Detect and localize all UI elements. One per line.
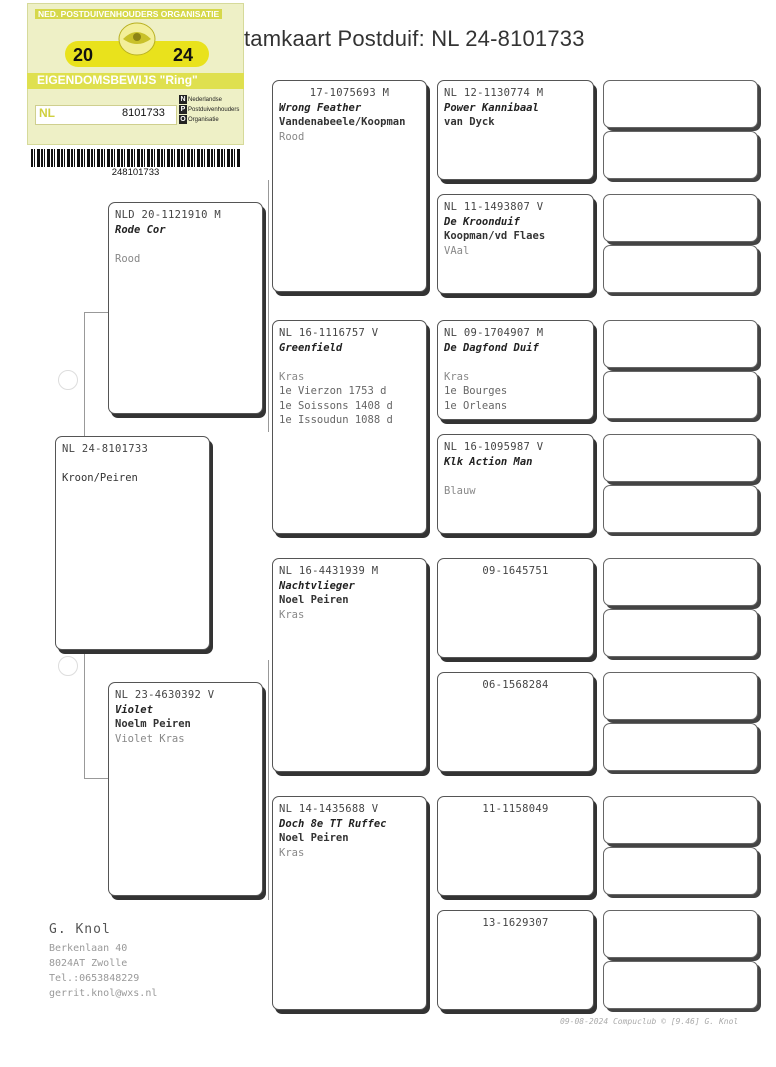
sire-color: Rood	[115, 252, 141, 265]
ssd-color: VAal	[444, 244, 470, 257]
ssd-card	[437, 194, 594, 294]
sire-ring: NLD 20-1121910 M	[115, 209, 221, 221]
connector-line	[84, 778, 108, 779]
punch-hole	[58, 656, 78, 676]
gen5-slot	[603, 80, 758, 128]
ddd-ring: 13-1629307	[482, 917, 549, 929]
sire-card	[108, 202, 263, 414]
gen5-slot	[603, 131, 758, 179]
npo-logo	[179, 95, 239, 125]
sss-breeder: van Dyck	[444, 116, 495, 128]
gen5-slot	[603, 723, 758, 771]
dam-name: Violet	[115, 703, 153, 716]
punch-hole	[58, 370, 78, 390]
owner-city: 8024AT Zwolle	[49, 958, 128, 969]
gen5-slot	[603, 961, 758, 1009]
subject-breeder: Kroon/Peiren	[62, 472, 138, 484]
dam-color: Violet Kras	[115, 732, 185, 745]
gen5-slot	[603, 371, 758, 419]
sss-ring: NL 12-1130774 M	[444, 87, 544, 99]
sd-perf-2: 1e Soissons 1408 d	[279, 399, 393, 412]
npo-letter-p: P	[180, 106, 186, 113]
dsd-ring: 06-1568284	[482, 679, 549, 691]
ds-ring: NL 16-4431939 M	[279, 565, 379, 577]
ssd-ring: NL 11-1493807 V	[444, 201, 544, 213]
pigeon-emblem-icon	[115, 19, 159, 59]
sds-ring: NL 09-1704907 M	[444, 327, 544, 339]
sd-name: Greenfield	[279, 341, 343, 354]
ds-color: Kras	[279, 608, 305, 621]
sdd-name: Klk Action Man	[444, 455, 533, 468]
ss-ring: 17-1075693 M	[309, 87, 390, 99]
gen5-slot	[603, 558, 758, 606]
sticker-country: NL	[39, 106, 55, 120]
dds-card	[437, 796, 594, 896]
dss-card	[437, 558, 594, 658]
gen5-slot	[603, 672, 758, 720]
owner-email: gerrit.knol@wxs.nl	[49, 988, 158, 999]
sire-dam-card	[272, 320, 427, 534]
npo-letter-o: O	[180, 116, 186, 123]
dam-breeder: Noelm Peiren	[115, 718, 191, 730]
print-stamp: 09-08-2024 Compuclub © [9.46] G. Knol	[560, 1017, 739, 1026]
connector-line	[268, 660, 269, 900]
npo-line-1: Nederlandse	[188, 97, 223, 103]
pedigree-subject-card	[55, 436, 210, 650]
gen5-slot	[603, 847, 758, 895]
dss-ring: 09-1645751	[482, 565, 549, 577]
sd-ring: NL 16-1116757 V	[279, 327, 379, 339]
dam-ring: NL 23-4630392 V	[115, 689, 215, 701]
dd-breeder: Noel Peiren	[279, 832, 349, 844]
sd-color: Kras	[279, 370, 305, 383]
npo-line-2: Postduivenhouders	[188, 107, 240, 113]
owner-phone: Tel.:0653848229	[49, 973, 140, 984]
sticker-ring-number: 8101733	[122, 107, 165, 119]
barcode	[31, 149, 240, 167]
dds-ring: 11-1158049	[482, 803, 549, 815]
dam-dam-card	[272, 796, 427, 1010]
owner-block	[49, 922, 157, 1001]
dd-color: Kras	[279, 846, 305, 859]
ssd-name: De Kroonduif	[444, 215, 520, 228]
sds-perf-2: 1e Orleans	[444, 399, 508, 412]
sticker-year-left: 20	[73, 45, 94, 65]
gen5-slot	[603, 434, 758, 482]
ddd-card	[437, 910, 594, 1010]
gen5-slot	[603, 245, 758, 293]
sd-perf-3: 1e Issoudun 1088 d	[279, 414, 393, 426]
sticker-year-right: 24	[173, 45, 194, 65]
dd-name: Doch 8e TT Ruffec	[279, 817, 387, 830]
gen5-slot	[603, 194, 758, 242]
dd-ring: NL 14-1435688 V	[279, 803, 379, 815]
barcode-number: 248101733	[111, 167, 160, 178]
ssd-breeder: Koopman/vd Flaes	[444, 230, 546, 242]
sd-perf-1: 1e Vierzon 1753 d	[279, 385, 387, 397]
sds-name: De Dagfond Duif	[444, 341, 539, 354]
sticker-band-text: EIGENDOMSBEWIJS "Ring"	[37, 73, 198, 87]
sire-sire-card	[272, 80, 427, 292]
gen5-slot	[603, 796, 758, 844]
gen5-slot	[603, 609, 758, 657]
owner-address: Berkenlaan 40	[49, 943, 128, 954]
dsd-card	[437, 672, 594, 772]
sdd-color: Blauw	[444, 484, 476, 497]
sss-card	[437, 80, 594, 180]
owner-name: G. Knol	[49, 922, 111, 937]
ss-name: Wrong Feather	[279, 101, 362, 114]
sire-name: Rode Cor	[115, 223, 166, 236]
gen5-slot	[603, 320, 758, 368]
ds-breeder: Noel Peiren	[279, 594, 349, 606]
sds-perf-1: 1e Bourges	[444, 385, 508, 397]
subject-ring: NL 24-8101733	[62, 443, 149, 455]
sds-color: Kras	[444, 370, 470, 383]
dam-sire-card	[272, 558, 427, 772]
ownership-sticker	[27, 3, 244, 181]
gen5-slot	[603, 485, 758, 533]
ds-name: Nachtvlieger	[279, 579, 355, 592]
connector-line	[84, 312, 108, 313]
sticker-org-name: NED. POSTDUIVENHOUDERS ORGANISATIE	[35, 9, 222, 19]
ss-color: Rood	[279, 130, 305, 143]
dam-card	[108, 682, 263, 896]
sdd-ring: NL 16-1095987 V	[444, 441, 544, 453]
sds-card	[437, 320, 594, 420]
page-title: tamkaart Postduif: NL 24-8101733	[244, 26, 585, 51]
connector-line	[268, 180, 269, 432]
sss-name: Power Kannibaal	[444, 101, 539, 114]
ss-breeder: Vandenabeele/Koopman	[279, 116, 406, 128]
gen5-slot	[603, 910, 758, 958]
npo-line-3: Organisatie	[188, 117, 219, 123]
sdd-card	[437, 434, 594, 534]
npo-letter-n: N	[180, 96, 186, 103]
